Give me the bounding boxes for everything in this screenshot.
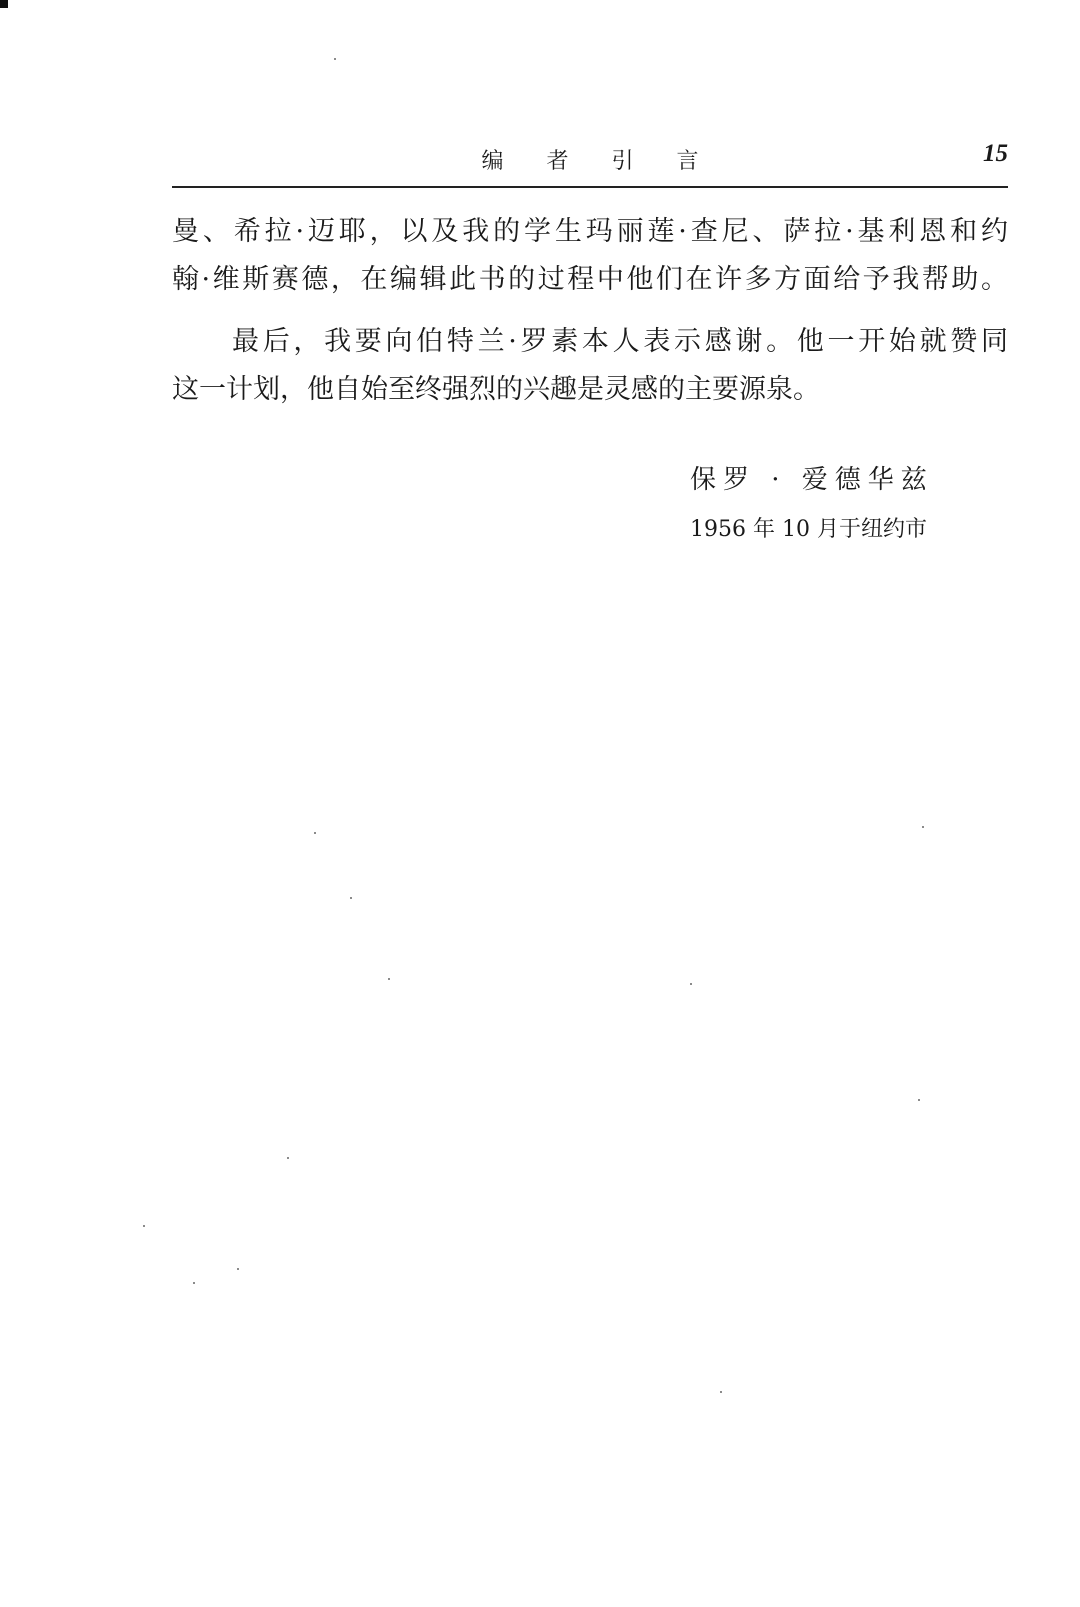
- text-line: 这一计划，他自始至终强烈的兴趣是灵感的主要源泉。: [172, 374, 820, 405]
- signature-name: 保罗 · 爱德华兹: [690, 465, 934, 495]
- scan-speck: [287, 1157, 289, 1159]
- text-line: 曼、希拉·迈耶，以及我的学生玛丽莲·查尼、萨拉·基利恩和约: [172, 216, 1008, 247]
- scan-speck: [237, 1268, 239, 1270]
- running-head-title: 编 者 引 言: [481, 149, 717, 174]
- scan-speck: [314, 832, 316, 834]
- text-line: 翰·维斯赛德，在编辑此书的过程中他们在许多方面给予我帮助。: [172, 264, 1008, 295]
- scan-speck: [193, 1282, 195, 1284]
- scan-speck: [690, 983, 692, 985]
- paragraph-acknowledgement-students: [172, 208, 1008, 304]
- page-number: 15: [983, 140, 1008, 167]
- body-text: [172, 208, 1008, 414]
- header-rule: [172, 186, 1008, 188]
- scan-speck: [388, 978, 390, 980]
- signature-block: [690, 460, 1010, 546]
- scan-speck: [720, 1391, 722, 1393]
- scan-speck: [334, 58, 336, 60]
- text-line: 最后，我要向伯特兰·罗素本人表示感谢。他一开始就赞同: [232, 326, 1008, 357]
- signature-date-place: 1956 年 10 月于纽约市: [690, 517, 927, 542]
- scan-edge-mark: [0, 0, 8, 8]
- paragraph-acknowledgement-russell: [172, 318, 1008, 414]
- scan-speck: [922, 826, 924, 828]
- running-head: [172, 138, 1008, 182]
- scan-speck: [350, 897, 352, 899]
- scan-speck: [918, 1099, 920, 1101]
- scan-speck: [143, 1225, 145, 1227]
